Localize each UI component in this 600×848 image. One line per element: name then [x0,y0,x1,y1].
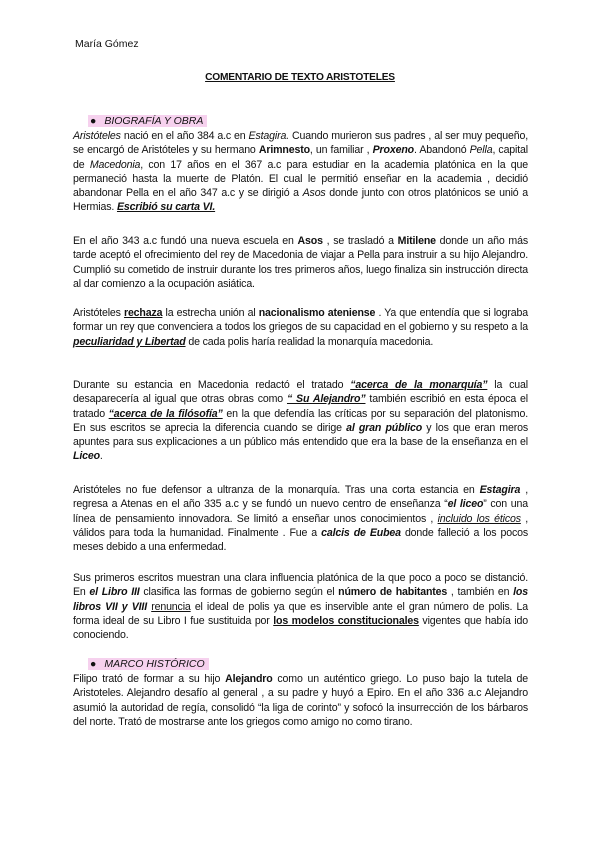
text-run: Aristóteles [73,307,124,319]
text-run: los modelos constitucionales [273,614,419,627]
text-run: también escribió en esta época el tratado [73,393,528,420]
text-run: Arimnesto [258,144,310,157]
text-run: , también en [447,586,514,599]
text-run: Asos [297,235,323,247]
text-run: número de habitantes [338,586,448,599]
text-run: donde junto con otros platónicos se unió a Hermias. [73,187,528,214]
text-run: donde falleció a los pocos meses debido a una enfermedad. [73,526,529,554]
text-run: , válidos para toda la humanidad. Finalmente . Fue a [73,512,528,539]
text-run: En el año 343 a.c fundó una nueva escuela en [73,235,298,247]
text-run: , capital de [73,144,528,171]
bullet-icon: ● [90,658,97,670]
text-run: , un familiar , [309,144,373,157]
text-run: peculiaridad y Libertad [73,335,186,348]
paragraph-marco-historico [73,672,528,729]
text-run: rechaza [123,307,163,319]
text-run: Durante su estancia en Macedonia redactó el tratado [73,379,351,391]
text-run: al gran público [346,421,423,434]
text-run: clasifica las formas de gobierno según el [139,586,339,599]
text-run: Asos [302,187,326,200]
text-run: y los que eran meros apuntes para sus explicaciones a un público más entendido que era la base de la enseñanza en el [73,421,528,449]
section-heading-label: BIOGRAFÍA Y OBRA [104,115,204,127]
text-run: “ Su Alejandro” [286,393,366,406]
paragraph-escuela-asos [73,234,528,291]
text-run: donde un año más tarde aceptó el ofrecimiento del rey de Macedonia de viajar a Pella para instruir a su hijo Alejandro. Cumplió su cometido de instruir durante los tres primeros años, luego finaliza sin instrucción directa al dar comienzo a la ocupación asiática. [73,235,528,290]
text-run: , se trasladó a [322,235,398,247]
author-name: María Gómez [75,38,139,50]
text-run: Liceo [73,450,100,463]
text-run: Macedonia [89,158,141,171]
document-title: COMENTARIO DE TEXTO ARISTOTELES [205,72,395,83]
text-run: Filipo trató de formar a su hijo [73,673,226,685]
bullet-icon: ● [90,115,97,127]
section-heading-highlight [88,658,209,670]
text-run: Cuando murieron sus padres , al ser muy pequeño, se encargó de Aristóteles y su hermano [73,130,528,157]
text-run: Mitilene [397,235,436,247]
paragraph-liceo [73,483,528,554]
text-run: la estrecha unión al [162,307,259,319]
text-run: el ideal de polis ya que es inservible ante el gran número de polis. La forma ideal de su Libro I fue sustituida por [73,600,528,627]
text-run: , regresa a Atenas en el año 335 a.c y se fundó un nuevo centro de enseñanza “ [73,484,528,511]
section-heading-marco-historico [88,658,209,670]
text-run: de cada polis haría realidad la monarquía macedonia. [185,335,434,348]
text-run: Proxeno [372,144,414,157]
text-run: . Abandonó [413,144,470,157]
text-run: , con 17 años en el 367 a.c para estudiar en la academia platónica en la que permaneció hasta la muerte de Platón. El cual le permitió enseñar en la academia , decidió abandonar Pella en el año 347 a.c y se dirigió a [73,158,528,200]
text-run: nació en el año 384 a.c en [120,130,249,142]
section-heading-biografia [88,115,207,127]
text-run: “acerca de la filósofía” [108,407,223,420]
text-run: . [99,450,103,463]
text-run: el Libro III [89,586,140,599]
text-run: como un auténtico griego. Lo puso bajo la tutela de Aristoteles. Alejandro desafío al general , a su padre y huyó a Epiro. En el año 336 a.c Alejandro asumió la autoridad de regía, consolidó “la liga de corinto” y sofocó la insurrección de los bárbaros del norte. Trató de mostrarse ante los griegos como amigo no como tirano. [73,673,528,728]
text-run: incluido los éticos [437,512,521,525]
text-run: la cual desaparecería al igual que otras obras como [73,379,528,406]
text-run: Alejandro [225,673,273,685]
section-heading-highlight [88,115,207,127]
text-run: renuncia [151,600,191,613]
text-run: en la que defendía las críticas por su separación del platonismo. En sus escritos se aprecia la diferencia cuando se dirige [73,407,528,434]
text-run: Escribió su carta VI. [116,201,216,214]
section-heading-label: MARCO HISTÓRICO [104,658,205,670]
paragraph-biografia-1 [73,129,528,215]
text-run: los libros VII y VIII [73,586,528,613]
text-run: . Ya que entendía que si lograba formar un rey que convenciera a todos los griegos de su capacidad en el gobierno y su respeto a la [73,307,528,334]
paragraph-primeros-escritos [73,571,528,642]
text-run: ” con una línea de pensamiento innovadora. Se limitó a enseñar unos conocimientos , [73,498,528,525]
text-run: Estagira [479,484,521,496]
text-run: Aristóteles no fue defensor a ultranza de la monarquía. Tras una corta estancia en [73,484,480,496]
text-run: Pella [469,144,493,157]
text-run: Sus primeros escritos muestran una clara influencia platónica de la que poco a poco se distanció. En [73,572,528,599]
paragraph-nacionalismo [73,306,528,349]
text-run: “acerca de la monarquía” [350,379,488,391]
text-run: Estagira. [248,130,289,142]
text-run: el liceo [447,498,484,511]
text-run: calcis de Eubea [321,526,401,539]
text-run: vigentes que había ido conociendo. [73,614,528,642]
text-run: nacionalismo ateniense [258,307,376,319]
text-run: Aristóteles [73,130,121,142]
paragraph-tratados [73,378,528,464]
